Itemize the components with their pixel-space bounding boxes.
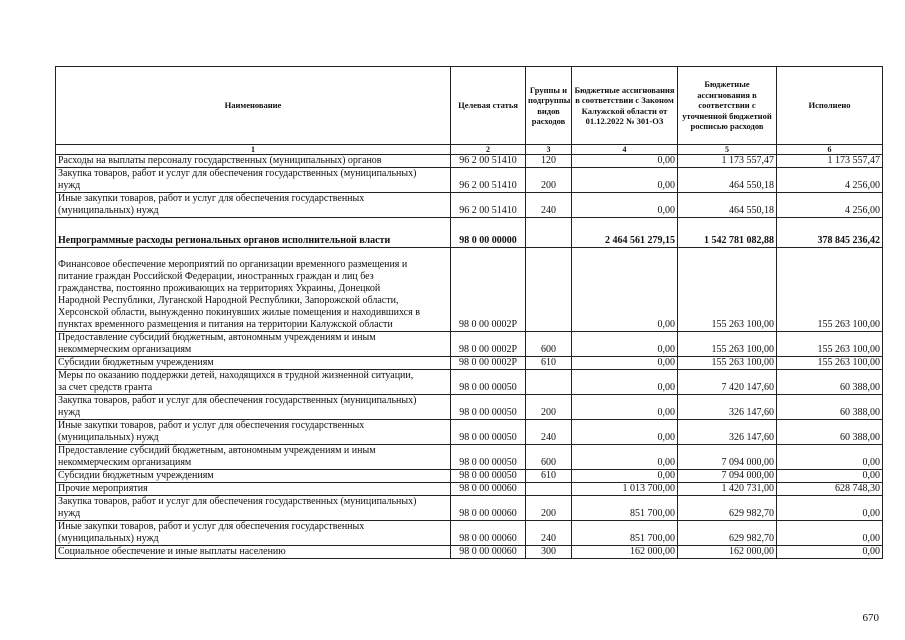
row-name: Финансовое обеспечение мероприятий по организации временного размещения и питание граждан Российской Федерации, иностранных граждан и лиц без гражданства, постоянно проживающих на территориях Украины, Донецкой Народной Республики, Луганской Народной Республики, Запорожской области, Херсонской области, вынужденно покинувших жилые помещения и находившихся в пунктах временного размещения и питания на территории Калужской области (56, 248, 451, 332)
table-row (56, 546, 883, 559)
row-name: Субсидии бюджетным учреждениям (56, 470, 451, 483)
col-number: 2 (451, 145, 526, 155)
table-row (56, 332, 883, 357)
row-code: 96 2 00 51410 (451, 193, 526, 218)
row-name: Меры по оказанию поддержки детей, находящихся в трудной жизненной ситуации, за счет средств гранта (56, 370, 451, 395)
col-number: 1 (56, 145, 451, 155)
row-law-amount: 851 700,00 (572, 521, 678, 546)
header-row (56, 67, 883, 145)
row-executed-amount: 155 263 100,00 (777, 332, 883, 357)
row-code: 98 0 00 00050 (451, 445, 526, 470)
row-revised-amount: 155 263 100,00 (678, 357, 777, 370)
row-revised-amount: 7 420 147,60 (678, 370, 777, 395)
col-header-name: Наименование (56, 67, 451, 145)
row-executed-amount: 4 256,00 (777, 193, 883, 218)
row-group: 610 (526, 470, 572, 483)
row-code: 98 0 00 0002Р (451, 332, 526, 357)
row-code: 98 0 00 00050 (451, 420, 526, 445)
row-code: 98 0 00 00060 (451, 483, 526, 496)
row-law-amount: 851 700,00 (572, 496, 678, 521)
row-group: 200 (526, 395, 572, 420)
row-executed-amount: 0,00 (777, 546, 883, 559)
row-name: Закупка товаров, работ и услуг для обеспечения государственных (муниципальных) нужд (56, 168, 451, 193)
row-executed-amount: 60 388,00 (777, 420, 883, 445)
row-law-amount: 0,00 (572, 395, 678, 420)
row-executed-amount: 0,00 (777, 470, 883, 483)
row-revised-amount: 1 173 557,47 (678, 155, 777, 168)
table-row (56, 155, 883, 168)
table-row (56, 521, 883, 546)
row-group (526, 248, 572, 332)
row-group (526, 218, 572, 248)
col-number: 3 (526, 145, 572, 155)
column-number-row (56, 145, 883, 155)
row-revised-amount: 464 550,18 (678, 193, 777, 218)
col-header-executed: Исполнено (777, 67, 883, 145)
row-code: 98 0 00 0002Р (451, 248, 526, 332)
col-header-code: Целевая статья (451, 67, 526, 145)
row-group: 240 (526, 420, 572, 445)
row-revised-amount: 464 550,18 (678, 168, 777, 193)
row-executed-amount: 378 845 236,42 (777, 218, 883, 248)
row-revised-amount: 629 982,70 (678, 496, 777, 521)
row-revised-amount: 7 094 000,00 (678, 470, 777, 483)
row-executed-amount: 1 173 557,47 (777, 155, 883, 168)
row-revised-amount: 1 420 731,00 (678, 483, 777, 496)
row-name: Закупка товаров, работ и услуг для обеспечения государственных (муниципальных) нужд (56, 496, 451, 521)
row-group (526, 370, 572, 395)
row-code: 98 0 00 00060 (451, 521, 526, 546)
row-law-amount: 0,00 (572, 445, 678, 470)
row-law-amount: 0,00 (572, 155, 678, 168)
row-code: 98 0 00 00060 (451, 546, 526, 559)
row-group: 600 (526, 332, 572, 357)
table-row (56, 496, 883, 521)
row-name: Прочие мероприятия (56, 483, 451, 496)
row-law-amount: 2 464 561 279,15 (572, 218, 678, 248)
row-revised-amount: 1 542 781 082,88 (678, 218, 777, 248)
row-executed-amount: 60 388,00 (777, 395, 883, 420)
col-header-law: Бюджетные ассигнования в соответствии с Законом Калужской области от 01.12.2022 № 301-ОЗ (572, 67, 678, 145)
page-number: 670 (862, 612, 879, 624)
row-law-amount: 0,00 (572, 168, 678, 193)
row-group: 300 (526, 546, 572, 559)
row-law-amount: 0,00 (572, 420, 678, 445)
row-group: 240 (526, 521, 572, 546)
table-row (56, 193, 883, 218)
row-law-amount: 162 000,00 (572, 546, 678, 559)
table-row (56, 248, 883, 332)
row-group: 200 (526, 496, 572, 521)
row-group (526, 483, 572, 496)
row-code: 96 2 00 51410 (451, 155, 526, 168)
row-code: 98 0 00 00050 (451, 470, 526, 483)
row-law-amount: 0,00 (572, 357, 678, 370)
row-code: 96 2 00 51410 (451, 168, 526, 193)
table-row (56, 218, 883, 248)
row-code: 98 0 00 00050 (451, 395, 526, 420)
row-law-amount: 0,00 (572, 370, 678, 395)
row-name: Иные закупки товаров, работ и услуг для обеспечения государственных (муниципальных) нужд (56, 193, 451, 218)
row-executed-amount: 0,00 (777, 445, 883, 470)
row-revised-amount: 629 982,70 (678, 521, 777, 546)
table-row (56, 168, 883, 193)
row-group: 120 (526, 155, 572, 168)
row-code: 98 0 00 00000 (451, 218, 526, 248)
col-header-revised: Бюджетные ассигнования в соответствии с уточненной бюджетной росписью расходов (678, 67, 777, 145)
table-row (56, 395, 883, 420)
table-row (56, 470, 883, 483)
row-name: Социальное обеспечение и иные выплаты населению (56, 546, 451, 559)
row-name: Субсидии бюджетным учреждениям (56, 357, 451, 370)
row-group: 240 (526, 193, 572, 218)
row-executed-amount: 4 256,00 (777, 168, 883, 193)
row-law-amount: 0,00 (572, 248, 678, 332)
row-name: Иные закупки товаров, работ и услуг для обеспечения государственных (муниципальных) нужд (56, 420, 451, 445)
row-name: Иные закупки товаров, работ и услуг для обеспечения государственных (муниципальных) нужд (56, 521, 451, 546)
table-row (56, 420, 883, 445)
row-revised-amount: 326 147,60 (678, 420, 777, 445)
row-executed-amount: 155 263 100,00 (777, 248, 883, 332)
budget-table (55, 66, 883, 559)
table-row (56, 357, 883, 370)
row-code: 98 0 00 00060 (451, 496, 526, 521)
row-group: 610 (526, 357, 572, 370)
row-executed-amount: 155 263 100,00 (777, 357, 883, 370)
row-law-amount: 0,00 (572, 470, 678, 483)
row-name: Непрограммные расходы региональных органов исполнительной власти (56, 218, 451, 248)
row-name: Расходы на выплаты персоналу государственных (муниципальных) органов (56, 155, 451, 168)
row-revised-amount: 155 263 100,00 (678, 332, 777, 357)
table-row (56, 445, 883, 470)
row-group: 200 (526, 168, 572, 193)
col-header-group: Группы и подгруппы видов расходов (526, 67, 572, 145)
row-executed-amount: 0,00 (777, 496, 883, 521)
row-code: 98 0 00 0002Р (451, 357, 526, 370)
row-group: 600 (526, 445, 572, 470)
row-executed-amount: 628 748,30 (777, 483, 883, 496)
row-name: Предоставление субсидий бюджетным, автономным учреждениям и иным некоммерческим организациям (56, 445, 451, 470)
col-number: 6 (777, 145, 883, 155)
row-executed-amount: 0,00 (777, 521, 883, 546)
row-law-amount: 0,00 (572, 332, 678, 357)
row-law-amount: 1 013 700,00 (572, 483, 678, 496)
row-revised-amount: 326 147,60 (678, 395, 777, 420)
table-row (56, 370, 883, 395)
row-revised-amount: 162 000,00 (678, 546, 777, 559)
row-executed-amount: 60 388,00 (777, 370, 883, 395)
row-law-amount: 0,00 (572, 193, 678, 218)
row-revised-amount: 155 263 100,00 (678, 248, 777, 332)
row-name: Предоставление субсидий бюджетным, автономным учреждениям и иным некоммерческим организациям (56, 332, 451, 357)
row-revised-amount: 7 094 000,00 (678, 445, 777, 470)
row-code: 98 0 00 00050 (451, 370, 526, 395)
col-number: 4 (572, 145, 678, 155)
row-name: Закупка товаров, работ и услуг для обеспечения государственных (муниципальных) нужд (56, 395, 451, 420)
col-number: 5 (678, 145, 777, 155)
table-row (56, 483, 883, 496)
